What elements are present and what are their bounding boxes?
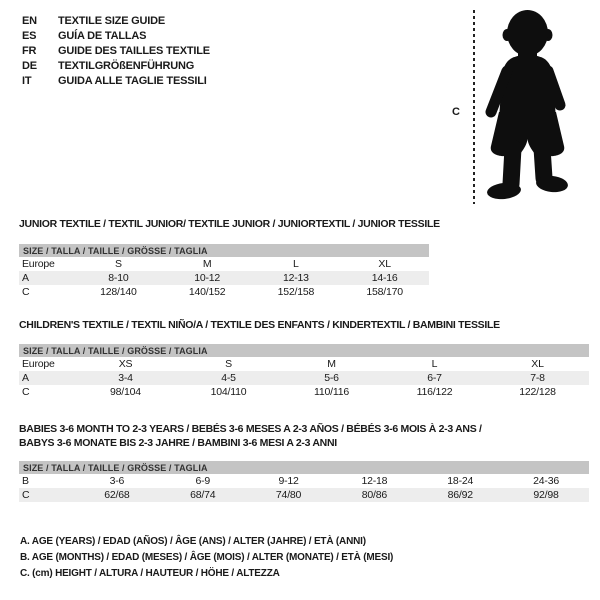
table-cell: L — [293, 258, 299, 270]
language-row-it — [22, 73, 210, 88]
table-row-height — [19, 488, 589, 502]
language-title: TEXTILE SIZE GUIDE — [58, 14, 166, 27]
table-cell: XL — [378, 258, 391, 270]
table-title: JUNIOR TEXTILE / TEXTIL JUNIOR/ TEXTILE JUNIOR / JUNIORTEXTIL / JUNIOR TESSILE — [19, 218, 440, 230]
size-header-bar: SIZE / TALLA / TAILLE / GRÖSSE / TAGLIA — [19, 244, 429, 257]
table-cell: 12-18 — [361, 475, 388, 487]
table-cell: 4-5 — [221, 372, 236, 384]
table-cell: 3-6 — [109, 475, 125, 487]
language-code: FR — [22, 44, 37, 57]
row-label: Europe — [22, 258, 55, 270]
table-cell: 8-10 — [108, 272, 129, 284]
row-label: C — [22, 489, 30, 501]
table-cell: 98/104 — [110, 386, 141, 398]
table-cell: 6-9 — [195, 475, 211, 487]
language-code: ES — [22, 29, 37, 42]
row-label: Europe — [22, 358, 55, 370]
table-row-age — [19, 271, 429, 285]
table-title: BABIES 3-6 MONTH TO 2-3 YEARS / BEBÉS 3-6 MESES A 2-3 AÑOS / BÉBÉS 3-6 MOIS À 2-3 ANS / BABYS 3-6 MONATE BIS 2-3 JAHRE / BAMBINI 3-6 MESI A 2-3 ANNI — [19, 423, 482, 449]
baby-silhouette — [482, 8, 570, 202]
table-cell: 6-7 — [427, 372, 442, 384]
table-cell: 104/110 — [210, 386, 247, 398]
legend-notes — [20, 536, 393, 584]
language-title: GUÍA DE TALLAS — [58, 29, 147, 42]
table-cell: 158/170 — [366, 286, 403, 298]
table-cell: 92/98 — [533, 489, 559, 501]
childrens-textile-section — [19, 318, 589, 399]
language-code: EN — [22, 14, 37, 27]
table-cell: L — [431, 358, 438, 370]
childrens-size-table — [19, 344, 589, 399]
height-measure-dashed-line — [473, 10, 475, 204]
height-measure-label: C — [452, 106, 460, 118]
table-cell: 24-36 — [533, 475, 559, 487]
table-cell: 9-12 — [278, 475, 299, 487]
row-label: C — [22, 386, 30, 398]
table-cell: 10-12 — [194, 272, 221, 284]
table-cell: M — [327, 358, 336, 370]
table-row-europe — [19, 357, 589, 371]
junior-textile-section — [19, 217, 440, 299]
table-cell: 62/68 — [104, 489, 130, 501]
table-cell: 110/116 — [314, 386, 349, 398]
table-row-europe — [19, 257, 429, 271]
babies-size-table — [19, 461, 589, 502]
table-cell: 122/128 — [519, 386, 556, 398]
language-list — [22, 13, 210, 88]
language-title: TEXTILGRÖßENFÜHRUNG — [58, 59, 195, 72]
table-cell: XL — [531, 358, 544, 370]
table-row-age-months — [19, 474, 589, 488]
language-code: DE — [22, 59, 37, 72]
row-label: A — [22, 272, 29, 284]
language-row-fr — [22, 43, 210, 58]
table-row-height — [19, 385, 589, 399]
table-cell: 7-8 — [530, 372, 545, 384]
language-code: IT — [22, 74, 32, 87]
size-header-bar: SIZE / TALLA / TAILLE / GRÖSSE / TAGLIA — [19, 461, 589, 474]
table-cell: 80/86 — [361, 489, 388, 501]
babies-textile-section — [19, 422, 589, 502]
table-cell: 12-13 — [282, 272, 309, 284]
table-cell: 18-24 — [447, 475, 474, 487]
junior-size-table — [19, 244, 429, 299]
note-age-months: B. AGE (MONTHS) / EDAD (MESES) / ÂGE (MOIS) / ALTER (MONATE) / ETÀ (MESI) — [20, 552, 394, 563]
table-cell: 128/140 — [100, 286, 137, 298]
table-cell: 86/92 — [447, 489, 473, 501]
language-title: GUIDA ALLE TAGLIE TESSILI — [58, 74, 207, 87]
language-title: GUIDE DES TAILLES TEXTILE — [58, 44, 210, 57]
baby-figure — [450, 8, 595, 208]
note-age-years: A. AGE (YEARS) / EDAD (AÑOS) / ÂGE (ANS) / ALTER (JAHRE) / ETÀ (ANNI) — [20, 536, 366, 547]
table-cell: 74/80 — [275, 489, 302, 501]
table-cell: M — [202, 258, 212, 270]
table-row-age — [19, 371, 589, 385]
size-header-bar: SIZE / TALLA / TAILLE / GRÖSSE / TAGLIA — [19, 344, 589, 357]
table-cell: 140/152 — [188, 286, 226, 298]
table-cell: 152/158 — [277, 286, 315, 298]
table-cell: 116/122 — [416, 386, 453, 398]
table-cell: XS — [118, 358, 133, 370]
row-label: B — [22, 475, 29, 487]
language-row-es — [22, 28, 210, 43]
table-row-height — [19, 285, 429, 299]
language-row-de — [22, 58, 210, 73]
note-height-cm: C. (cm) HEIGHT / ALTURA / HAUTEUR / HÖHE / ALTEZZA — [20, 568, 280, 579]
table-cell: 5-6 — [324, 372, 339, 384]
language-row-en — [22, 13, 210, 28]
table-cell: 14-16 — [371, 272, 398, 284]
table-cell: 3-4 — [118, 372, 133, 384]
row-label: C — [22, 286, 30, 298]
table-title: CHILDREN'S TEXTILE / TEXTIL NIÑO/A / TEXTILE DES ENFANTS / KINDERTEXTIL / BAMBINI TESSILE — [19, 319, 500, 331]
table-cell: S — [114, 258, 122, 270]
table-cell: S — [225, 358, 232, 370]
table-cell: 68/74 — [190, 489, 216, 501]
row-label: A — [22, 372, 29, 384]
